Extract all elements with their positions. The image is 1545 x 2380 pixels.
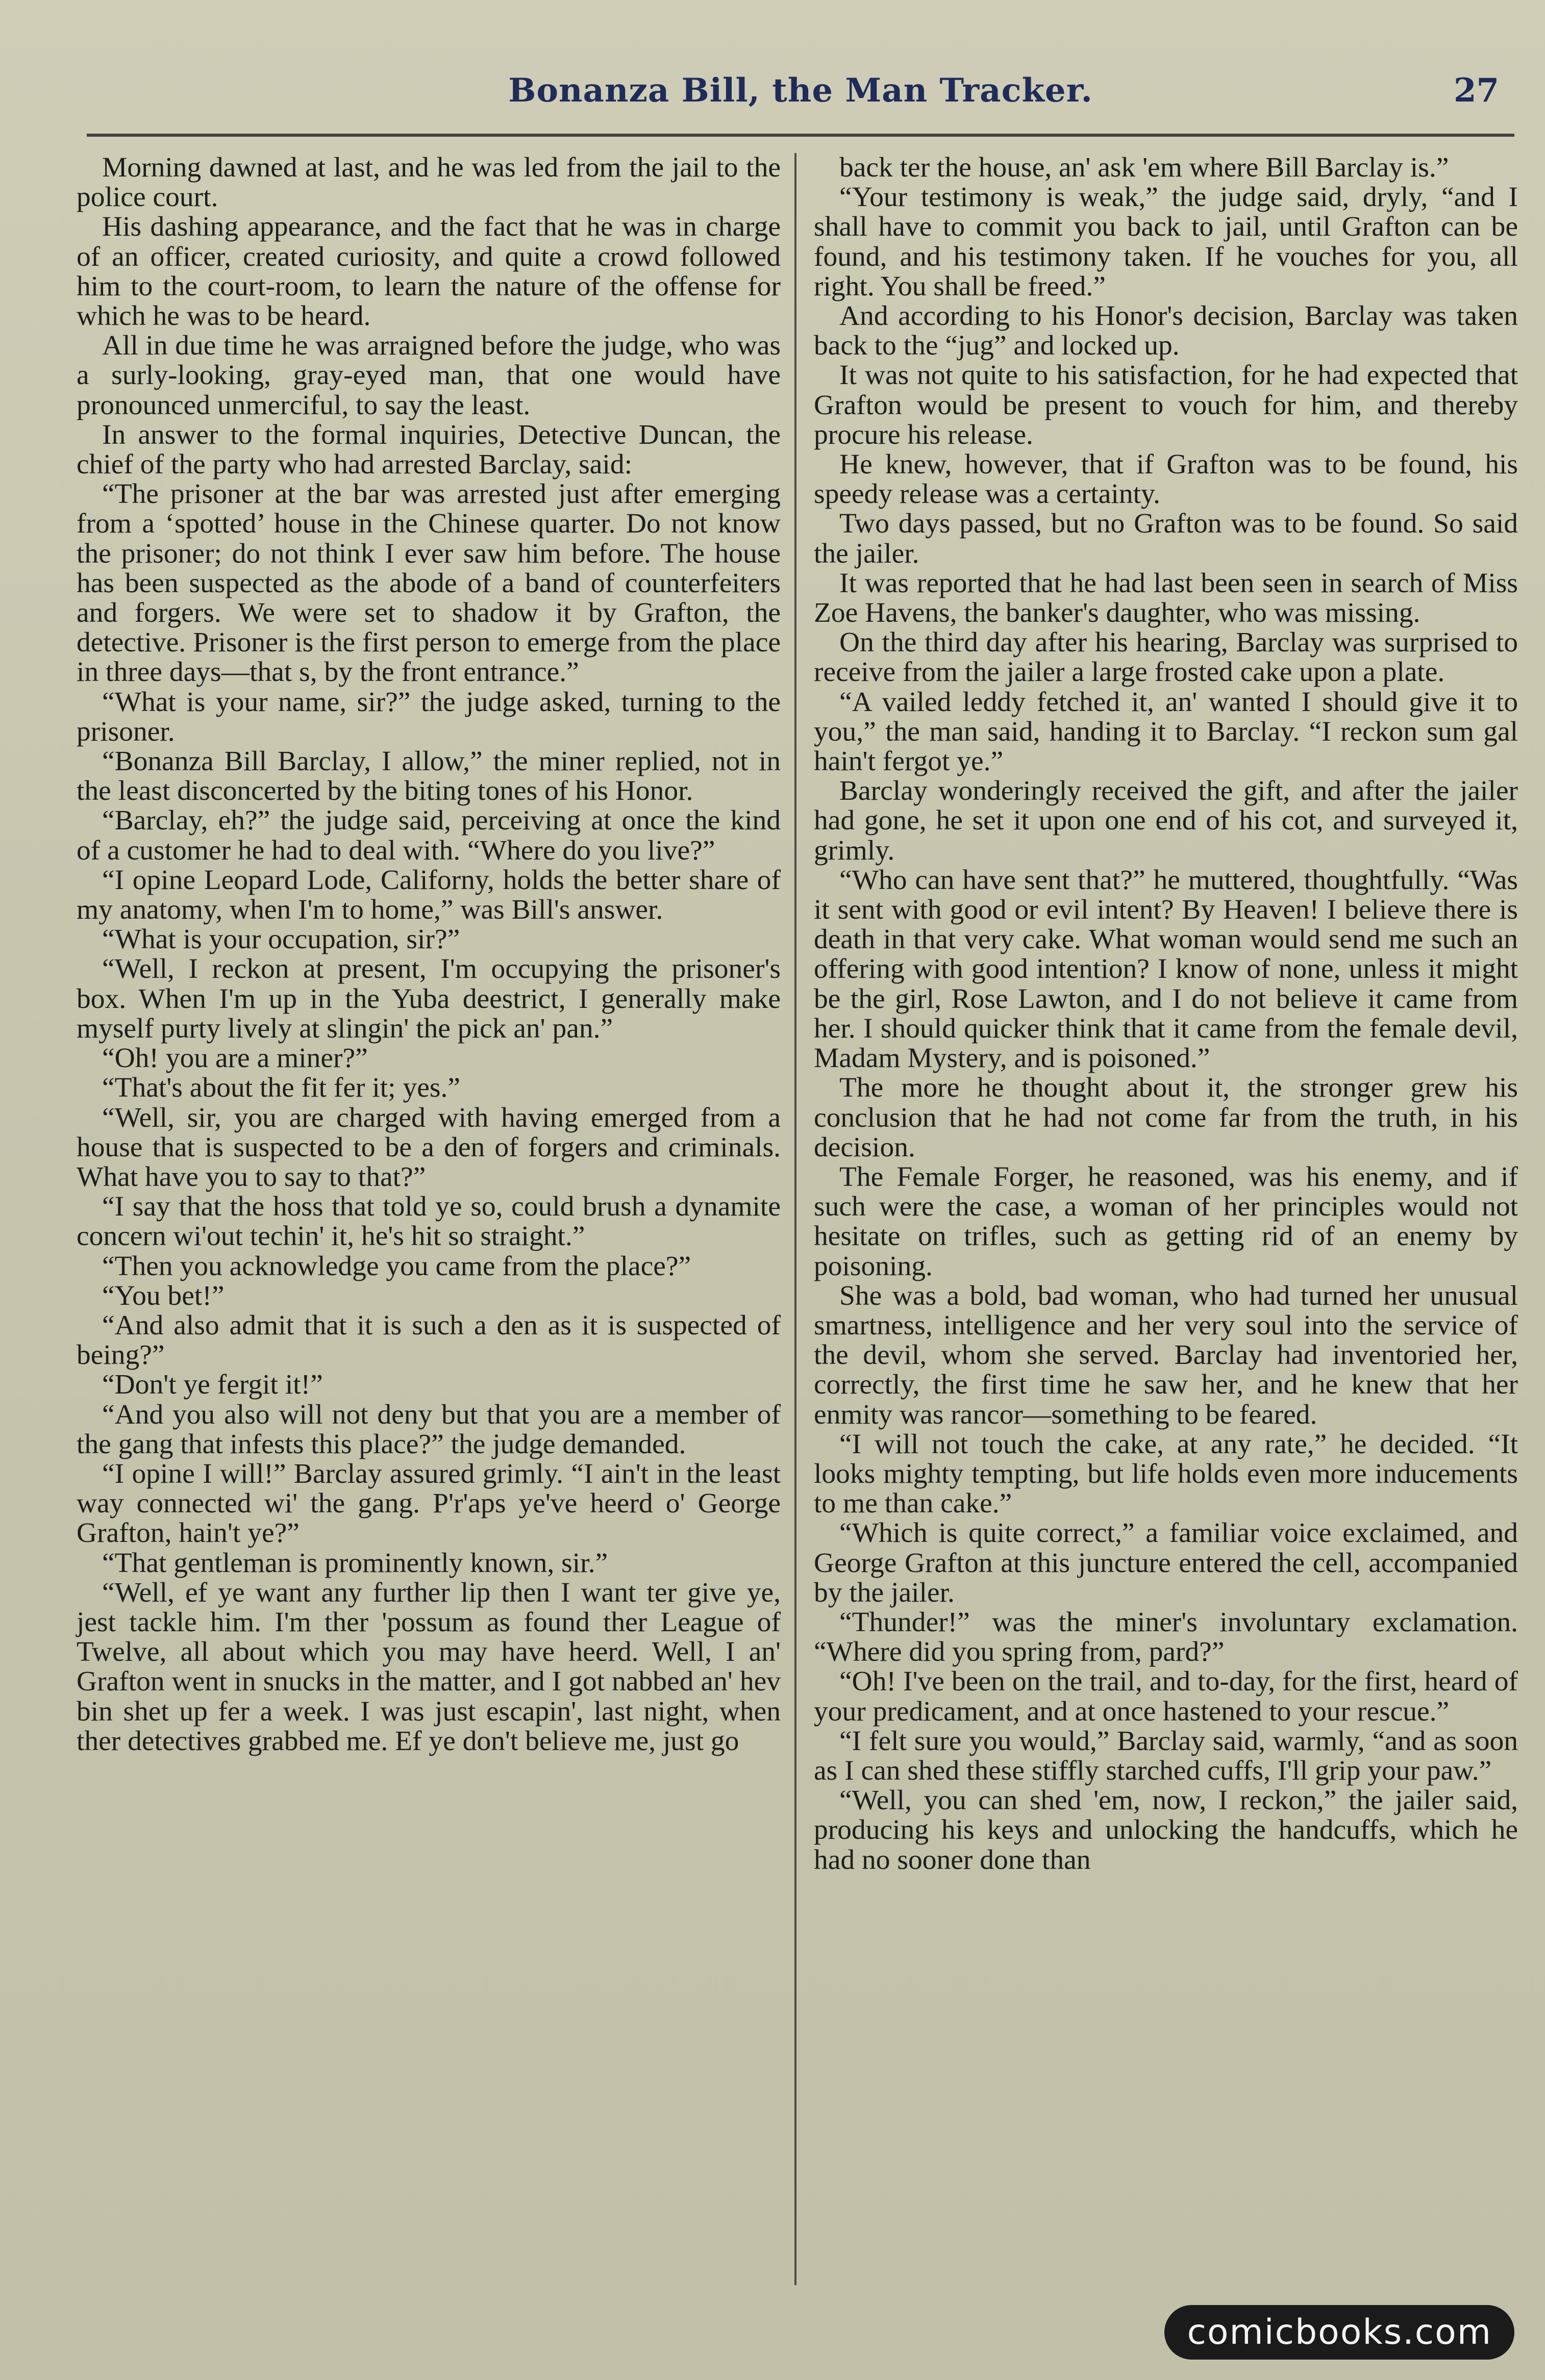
site-watermark: comicbooks.com: [1164, 2305, 1514, 2360]
paragraph: “Well, ef ye want any further lip then I want ter give ye, jest tackle him. I'm ther 'possum as found ther League of Twelve, all about which you may have heerd. Well, I an' Grafton went in snucks in the matter, and I got nabbed an' hev bin shet up fer a week. I was just escapin', last night, when ther detectives grabbed me. Ef ye don't believe me, just go: [77, 1577, 781, 1757]
paragraph: “And you also will not deny but that you are a member of the gang that infests this place?” the judge demanded.: [77, 1399, 781, 1460]
paragraph: “Who can have sent that?” he muttered, thoughtfully. “Was it sent with good or evil intent? By Heaven! I believe there is death in that very cake. What woman would send me such an offering with good intention? I know of none, unless it might be the girl, Rose Lawton, and I do not believe it came from her. I should quicker think that it came from the female devil, Madam Mystery, and is poisoned.”: [814, 864, 1518, 1074]
paragraph: She was a bold, bad woman, who had turned her unusual smartness, intelligence and her very soul into the service of the devil, whom she served. Barclay had inventoried her, correctly, the first time he saw her, and he knew that her enmity was rancor—something to be feared.: [814, 1280, 1518, 1430]
right-text-column: [814, 153, 1518, 1875]
paragraph: He knew, however, that if Grafton was to be found, his speedy release was a certainty.: [814, 449, 1518, 510]
paragraph: Barclay wonderingly received the gift, and after the jailer had gone, he set it upon one end of his cot, and surveyed it, grimly.: [814, 775, 1518, 866]
paragraph: “The prisoner at the bar was arrested just after emerging from a ‘spotted’ house in the Chinese quarter. Do not know the prisoner; do not think I ever saw him before. The house has been suspected as the abode of a band of counterfeiters and forgers. We were set to shadow it by Grafton, the detective. Prisoner is the first person to emerge from the place in three days—that s, by the front entrance.”: [77, 478, 781, 688]
paragraph: It was reported that he had last been seen in search of Miss Zoe Havens, the banker's daughter, who was missing.: [814, 567, 1518, 629]
paragraph: “What is your name, sir?” the judge asked, turning to the prisoner.: [77, 686, 781, 747]
paragraph: In answer to the formal inquiries, Detective Duncan, the chief of the party who had arrested Barclay, said:: [77, 419, 781, 480]
running-header: [92, 71, 1509, 128]
paragraph: Morning dawned at last, and he was led from the jail to the police court.: [77, 152, 781, 213]
paragraph: “I felt sure you would,” Barclay said, warmly, “and as soon as I can shed these stiffly starched cuffs, I'll grip your paw.”: [814, 1725, 1518, 1786]
paragraph: “Don't ye fergit it!”: [102, 1369, 323, 1401]
paragraph: “Well, I reckon at present, I'm occupying the prisoner's box. When I'm up in the Yuba deestrict, I generally make myself purty lively at slingin' the pick an' pan.”: [77, 953, 781, 1044]
paragraph: “What is your occupation, sir?”: [102, 924, 460, 955]
paragraph: “Which is quite correct,” a familiar voice exclaimed, and George Grafton at this juncture entered the cell, accompanied by the jailer.: [814, 1517, 1518, 1608]
paragraph: The Female Forger, he reasoned, was his enemy, and if such were the case, a woman of her principles would not hesitate on trifles, such as getting rid of an enemy by poisoning.: [814, 1161, 1518, 1282]
page-number: 27: [1453, 71, 1499, 110]
paragraph: “That's about the fit fer it; yes.”: [102, 1072, 460, 1104]
page-title: Bonanza Bill, the Man Tracker.: [508, 71, 1093, 110]
paragraph: back ter the house, an' ask 'em where Bill Barclay is.”: [839, 152, 1449, 183]
paragraph: And according to his Honor's decision, Barclay was taken back to the “jug” and locked up.: [814, 300, 1518, 362]
paragraph: “Your testimony is weak,” the judge said, dryly, “and I shall have to commit you back to jail, until Grafton can be found, and his testimony taken. If he vouches for you, all right. You shall be freed.”: [814, 182, 1518, 302]
paragraph: The more he thought about it, the stronger grew his conclusion that he had not come far from the truth, in his decision.: [814, 1072, 1518, 1163]
paragraph: “Thunder!” was the miner's involuntary exclamation. “Where did you spring from, pard?”: [814, 1606, 1518, 1668]
paragraph: Two days passed, but no Grafton was to be found. So said the jailer.: [814, 508, 1518, 569]
paragraph: All in due time he was arraigned before the judge, who was a surly-looking, gray-eyed man, that one would have pronounced unmerciful, to say the least.: [77, 330, 781, 421]
paragraph: “That gentleman is prominently known, sir.”: [102, 1547, 608, 1579]
paragraph: “A vailed leddy fetched it, an' wanted I should give it to you,” the man said, handing it to Barclay. “I reckon sum gal hain't fergot ye.”: [814, 686, 1518, 777]
paragraph: “Oh! you are a miner?”: [102, 1043, 368, 1074]
paragraph: His dashing appearance, and the fact that he was in charge of an officer, created curiosity, and quite a crowd followed him to the court-room, to learn the nature of the offense for which he was to be heard.: [77, 211, 781, 332]
paragraph: “I will not touch the cake, at any rate,” he decided. “It looks mighty tempting, but life holds even more inducements to me than cake.”: [814, 1428, 1518, 1520]
paragraph: “I opine I will!” Barclay assured grimly. “I ain't in the least way connected wi' the gang. P'r'aps ye've heerd o' George Grafton, hain't ye?”: [77, 1458, 781, 1549]
paragraph: “I say that the hoss that told ye so, could brush a dynamite concern wi'out techin' it, he's hit so straight.”: [77, 1191, 781, 1252]
paragraph: “Then you acknowledge you came from the place?”: [102, 1250, 691, 1282]
paragraph: “Well, sir, you are charged with having emerged from a house that is suspected to be a den of forgers and criminals. What have you to say to that?”: [77, 1102, 781, 1193]
paragraph: It was not quite to his satisfaction, for he had expected that Grafton would be present to vouch for him, and thereby procure his release.: [814, 360, 1518, 450]
column-divider: [794, 153, 796, 2285]
paragraph: “I opine Leopard Lode, Californy, holds the better share of my anatomy, when I'm to home,” was Bill's answer.: [77, 864, 781, 926]
paragraph: “You bet!”: [102, 1280, 225, 1311]
header-rule: [87, 134, 1514, 137]
left-text-column: [77, 153, 781, 1756]
paragraph: On the third day after his hearing, Barclay was surprised to receive from the jailer a large frosted cake upon a plate.: [814, 627, 1518, 688]
paragraph: “Bonanza Bill Barclay, I allow,” the miner replied, not in the least disconcerted by the biting tones of his Honor.: [77, 746, 781, 807]
paragraph: “Well, you can shed 'em, now, I reckon,” the jailer said, producing his keys and unlocking the handcuffs, which he had no sooner done than: [814, 1785, 1518, 1876]
paragraph: “Barclay, eh?” the judge said, perceiving at once the kind of a customer he had to deal with. “Where do you live?”: [77, 805, 781, 866]
paragraph: “And also admit that it is such a den as it is suspected of being?”: [77, 1309, 781, 1371]
paragraph: “Oh! I've been on the trail, and to-day, for the first, heard of your predicament, and at once hastened to your rescue.”: [814, 1666, 1518, 1727]
